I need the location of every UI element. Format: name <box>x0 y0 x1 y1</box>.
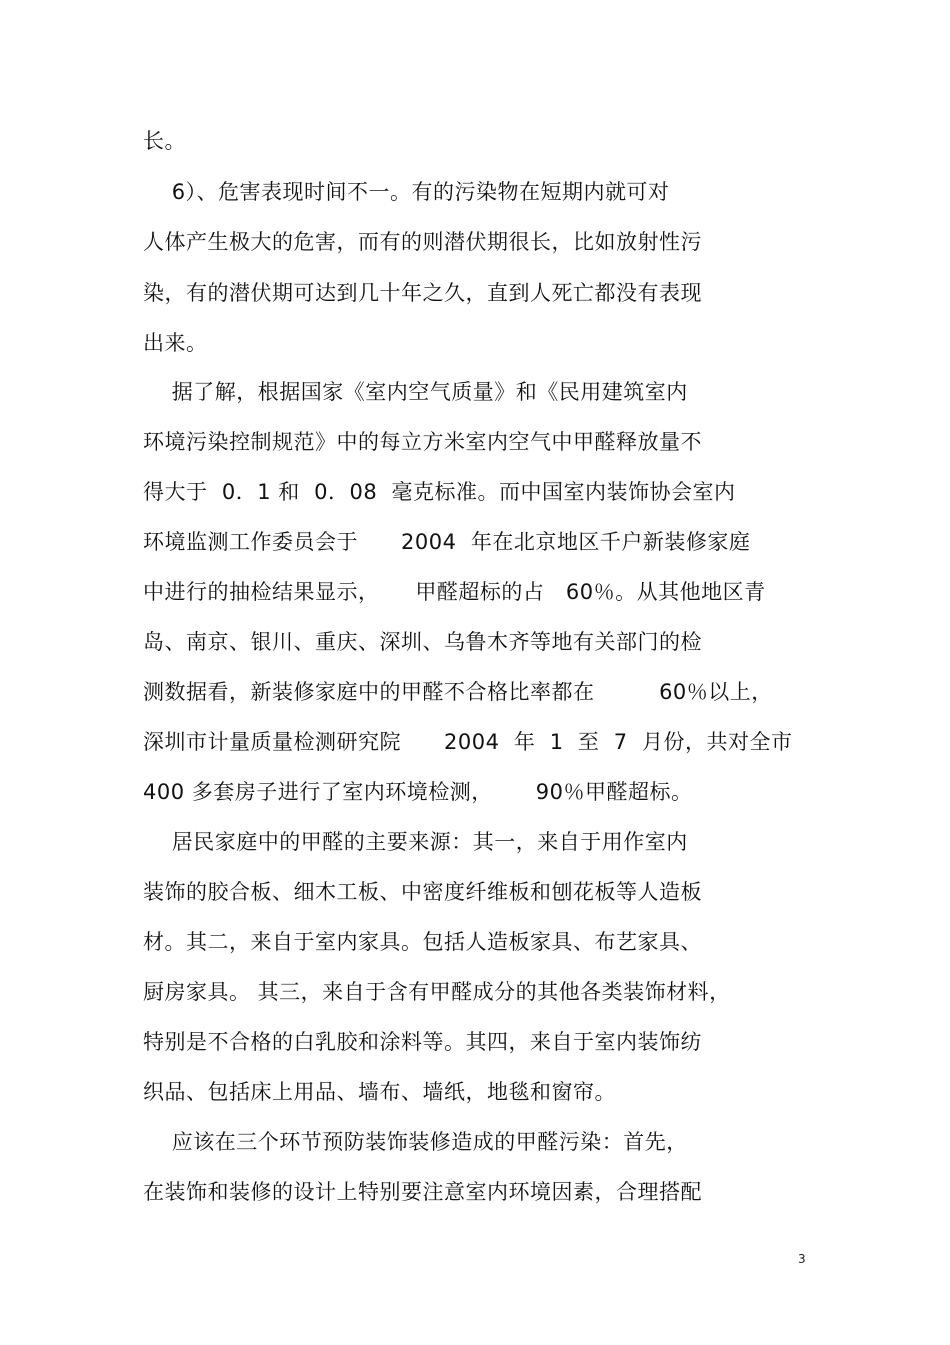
text-line: 据了解，根据国家《室内空气质量》和《民用建筑室内 <box>143 380 688 404</box>
text-line: 在装饰和装修的设计上特别要注意室内环境因素，合理搭配 <box>143 1180 702 1204</box>
text-line: 人体产生极大的危害，而有的则潜伏期很长，比如放射性污 <box>143 230 702 254</box>
text-line: 材。其二，来自于室内家具。包括人造板家具、布艺家具、 <box>143 930 702 954</box>
text-line: 得大于 0．1 和 0．08 毫克标准。而中国室内装饰协会室内 <box>143 480 736 504</box>
text-line: 深圳市计量质量检测研究院 2004 年 1 至 7 月份，共对全市 <box>143 730 793 754</box>
text-line: 染，有的潜伏期可达到几十年之久，直到人死亡都没有表现 <box>143 281 702 305</box>
text-line: 特别是不合格的白乳胶和涂料等。其四，来自于室内装饰纺 <box>143 1030 702 1054</box>
text-line: 岛、南京、银川、重庆、深圳、乌鲁木齐等地有关部门的检 <box>143 630 702 654</box>
text-line: 厨房家具。 其三，来自于含有甲醛成分的其他各类装饰材料， <box>143 980 731 1004</box>
text-line: 测数据看，新装修家庭中的甲醛不合格比率都在 60％以上， <box>143 680 773 704</box>
text-line: 织品、包括床上用品、墙布、墙纸，地毯和窗帘。 <box>143 1080 616 1104</box>
text-line: 应该在三个环节预防装饰装修造成的甲醛污染：首先， <box>143 1130 688 1154</box>
text-line: 居民家庭中的甲醛的主要来源：其一，来自于用作室内 <box>143 830 688 854</box>
text-line: 中进行的抽检结果显示， 甲醛超标的占 60％。从其他地区青 <box>143 580 766 604</box>
text-line: 出来。 <box>143 331 208 355</box>
text-line: 长。 <box>143 129 186 153</box>
text-line: 环境污染控制规范》中的每立方米室内空气中甲醛释放量不 <box>143 430 702 454</box>
text-line: 环境监测工作委员会于 2004 年在北京地区千户新装修家庭 <box>143 530 751 554</box>
page-number: 3 <box>798 1252 806 1266</box>
text-line: 6）、危害表现时间不一。有的污染物在短期内就可对 <box>143 180 670 204</box>
text-line: 装饰的胶合板、细木工板、中密度纤维板和刨花板等人造板 <box>143 880 702 904</box>
text-line: 400 多套房子进行了室内环境检测， 90％甲醛超标。 <box>143 780 693 804</box>
